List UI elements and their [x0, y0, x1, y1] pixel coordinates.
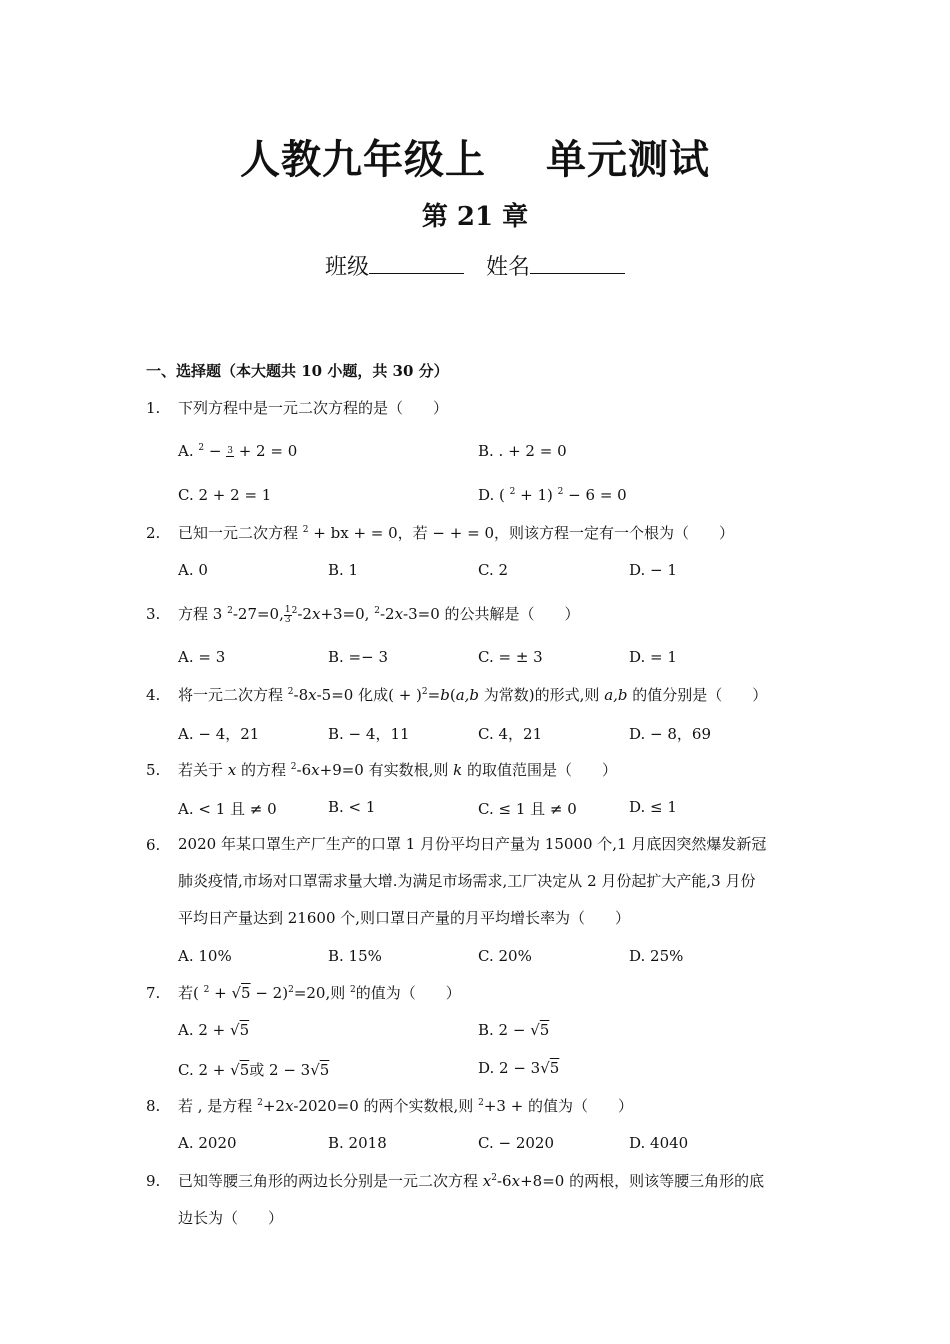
option-c[interactable]: C. 20%	[478, 947, 532, 965]
text-fragment: + √	[209, 984, 242, 1002]
variable: b	[440, 686, 450, 704]
superscript: 2	[290, 762, 297, 772]
question-number: 6.	[146, 836, 161, 854]
option-d[interactable]	[478, 1059, 559, 1077]
option-b[interactable]	[478, 1021, 549, 1039]
variable: x	[284, 1097, 294, 1115]
question-number: 4.	[146, 686, 161, 704]
radicand: 5	[549, 1059, 560, 1077]
text-fragment: +9=0 有实数根,则	[319, 761, 454, 779]
question-number: 3.	[146, 605, 161, 623]
question-9-line2: 边长为（ ）	[178, 1209, 284, 1227]
fraction	[284, 606, 292, 625]
name-blank[interactable]	[530, 253, 625, 274]
variable: x	[311, 761, 320, 779]
option-a[interactable]: A. 2020	[178, 1134, 237, 1152]
option-b[interactable]: B. < 1	[328, 798, 376, 816]
option-text: − 6 = 0	[563, 486, 627, 504]
option-a[interactable]: A. < 1 且 ≠ 0	[178, 800, 277, 818]
text-fragment: 若(	[178, 984, 204, 1002]
superscript: 2	[288, 985, 294, 995]
fraction-denominator: 3	[284, 614, 291, 625]
option-a[interactable]	[178, 442, 297, 460]
title-part2: 单元测试	[546, 137, 710, 183]
text-fragment: -27=0,	[232, 605, 284, 623]
superscript: 2	[302, 525, 309, 535]
question-number: 9.	[146, 1172, 161, 1190]
option-c[interactable]: C. 4，21	[478, 725, 543, 743]
superscript: 2	[421, 687, 428, 697]
text-fragment: -5=0 化成( + )	[316, 686, 422, 704]
question-text	[178, 1096, 633, 1116]
text-fragment: 为常数)的形式,则	[479, 686, 605, 704]
variable: x	[308, 686, 317, 704]
question-9	[146, 1171, 764, 1191]
superscript: 2	[291, 606, 298, 616]
question-8	[146, 1096, 633, 1116]
text-fragment: 方程 3	[178, 605, 228, 623]
question-number: 7.	[146, 984, 161, 1002]
superscript: 2	[350, 985, 356, 995]
text-fragment: -6	[296, 761, 312, 779]
text-fragment: 将一元二次方程	[178, 686, 288, 704]
question-line: 肺炎疫情,市场对口罩需求量大增.为满足市场需求,工厂决定从 2 月份起扩大产能,3 月份	[178, 872, 756, 890]
superscript: 2	[287, 687, 294, 697]
question-line: 平均日产量达到 21600 个,则口罩日产量的月平均增长率为（ ）	[178, 909, 631, 927]
option-a[interactable]	[178, 1021, 249, 1039]
option-a[interactable]: A. 10%	[178, 947, 232, 965]
fraction	[226, 447, 234, 457]
text-fragment: (	[449, 686, 456, 704]
option-text: −	[204, 442, 227, 460]
option-d[interactable]: D. ≤ 1	[629, 798, 677, 816]
text-fragment: +2	[262, 1097, 285, 1115]
radicand: 5	[239, 1021, 250, 1039]
option-b[interactable]: B. =− 3	[328, 648, 389, 666]
radicand: 5	[539, 1021, 550, 1039]
question-text	[178, 1171, 764, 1191]
question-text	[178, 760, 617, 780]
fraction-numerator: 3	[227, 446, 233, 456]
class-blank[interactable]	[369, 253, 464, 274]
superscript: 2	[198, 443, 205, 453]
chapter-heading: 第 21 章	[421, 202, 529, 232]
text-fragment: -2	[379, 605, 395, 623]
question-2	[146, 523, 734, 543]
superscript: 2	[374, 606, 380, 616]
superscript: 2	[257, 1098, 263, 1108]
question-text: 下列方程中是一元二次方程的是（ ）	[178, 399, 449, 417]
question-6-number	[146, 835, 178, 855]
class-label: 班级	[324, 255, 369, 280]
superscript: 2	[203, 985, 210, 995]
option-text: 或 2 − 3√	[249, 1061, 320, 1079]
radicand: 5	[239, 1061, 250, 1079]
option-text: D. (	[478, 486, 510, 504]
text-fragment: 若关于	[178, 761, 228, 779]
text-fragment: -6	[496, 1172, 512, 1190]
page-title	[0, 128, 950, 185]
text-fragment: 的值分别是（ ）	[627, 686, 768, 704]
text-fragment: +3 + 的值为（ ）	[483, 1097, 634, 1115]
variable: x	[482, 1172, 492, 1190]
question-6-text	[178, 826, 818, 937]
option-c[interactable]: C. ≤ 1 且 ≠ 0	[478, 800, 577, 818]
class-name-line	[0, 250, 950, 281]
text-fragment: +8=0 的两根，则该等腰三角形的底	[520, 1172, 765, 1190]
radicand: 5	[241, 984, 251, 1002]
option-text: D. 2 − 3√	[478, 1059, 550, 1077]
text-fragment: -2	[297, 605, 312, 623]
text-fragment: -8	[293, 686, 309, 704]
option-text: + 1)	[515, 486, 558, 504]
superscript: 2	[478, 1098, 484, 1108]
option-c[interactable]	[178, 1059, 329, 1080]
question-number: 2.	[146, 524, 161, 542]
fraction-numerator: 1	[284, 604, 291, 615]
option-text: A. 2 + √	[178, 1021, 240, 1039]
option-c[interactable]: C. − 2020	[478, 1134, 554, 1152]
text-fragment: =	[427, 686, 441, 704]
text-fragment: =20,则	[293, 984, 351, 1002]
option-b[interactable]: B. . + 2 = 0	[478, 442, 567, 460]
option-c[interactable]: C. 2	[478, 561, 509, 579]
text-fragment: 已知一元二次方程	[178, 524, 303, 542]
option-b[interactable]: B. 2018	[328, 1134, 387, 1152]
question-number: 5.	[146, 761, 161, 779]
option-d[interactable]: D. − 8，69	[629, 725, 711, 743]
text-fragment: 若 , 是方程	[178, 1097, 258, 1115]
option-d[interactable]: D. = 1	[629, 648, 677, 666]
option-d[interactable]: D. 25%	[629, 947, 684, 965]
option-c[interactable]: C. = ± 3	[478, 648, 543, 666]
question-4	[146, 685, 767, 705]
text-fragment: + bx + = 0，若 − + = 0，则该方程一定有一个根为（ ）	[308, 524, 734, 542]
superscript: 2	[227, 606, 233, 616]
option-b[interactable]: B. 15%	[328, 947, 382, 965]
variable: a,b	[604, 686, 628, 704]
option-a[interactable]: A. 0	[178, 561, 208, 579]
option-text: A.	[178, 442, 199, 460]
section-heading: 一、选择题（本大题共 10 小题，共 30 分）	[146, 362, 449, 380]
question-3	[146, 604, 580, 625]
option-a[interactable]: A. = 3	[178, 648, 226, 666]
question-1	[146, 398, 448, 418]
option-text: B. 2 − √	[478, 1021, 540, 1039]
variable: x	[227, 761, 237, 779]
option-b[interactable]: B. − 4，11	[328, 725, 410, 743]
question-text	[178, 523, 734, 543]
variable: x	[511, 1172, 521, 1190]
option-d[interactable]: D. − 1	[629, 561, 677, 579]
variable: k	[453, 761, 463, 779]
name-label: 姓名	[486, 255, 531, 280]
option-text: + 2 = 0	[233, 442, 298, 460]
option-b[interactable]: B. 1	[328, 561, 359, 579]
text-fragment: -3=0 的公共解是（ ）	[403, 605, 580, 623]
title-part1: 人教九年级上	[240, 137, 486, 183]
text-fragment: +3=0,	[320, 605, 375, 623]
question-7	[146, 983, 461, 1003]
superscript: 2	[509, 487, 516, 497]
question-text	[178, 685, 767, 705]
option-c[interactable]: C. 2 + 2 = 1	[178, 486, 272, 504]
option-a[interactable]: A. − 4，21	[178, 725, 260, 743]
variable: a,b	[455, 686, 480, 704]
text-fragment: -2020=0 的两个实数根,则	[293, 1097, 479, 1115]
question-number: 8.	[146, 1097, 161, 1115]
variable: x	[311, 605, 321, 623]
radicand: 5	[319, 1061, 330, 1079]
option-d[interactable]: D. 4040	[629, 1134, 689, 1152]
superscript: 2	[557, 487, 564, 497]
question-line: 2020 年某口罩生产厂生产的口罩 1 月份平均日产量为 15000 个,1 月底因突然爆发新冠	[178, 835, 767, 853]
text-fragment: 的方程	[236, 761, 291, 779]
question-5	[146, 760, 617, 780]
text-fragment: 的值为（ ）	[355, 984, 461, 1002]
text-fragment: − 2)	[250, 984, 289, 1002]
superscript: 2	[491, 1173, 497, 1183]
question-text	[178, 604, 580, 625]
question-number: 1.	[146, 399, 161, 417]
variable: x	[394, 605, 404, 623]
text-fragment: 已知等腰三角形的两边长分别是一元二次方程	[178, 1172, 483, 1190]
option-text: C. 2 + √	[178, 1061, 240, 1079]
option-d[interactable]	[478, 486, 627, 504]
text-fragment: 的取值范围是（ ）	[462, 761, 618, 779]
question-text	[178, 983, 461, 1003]
